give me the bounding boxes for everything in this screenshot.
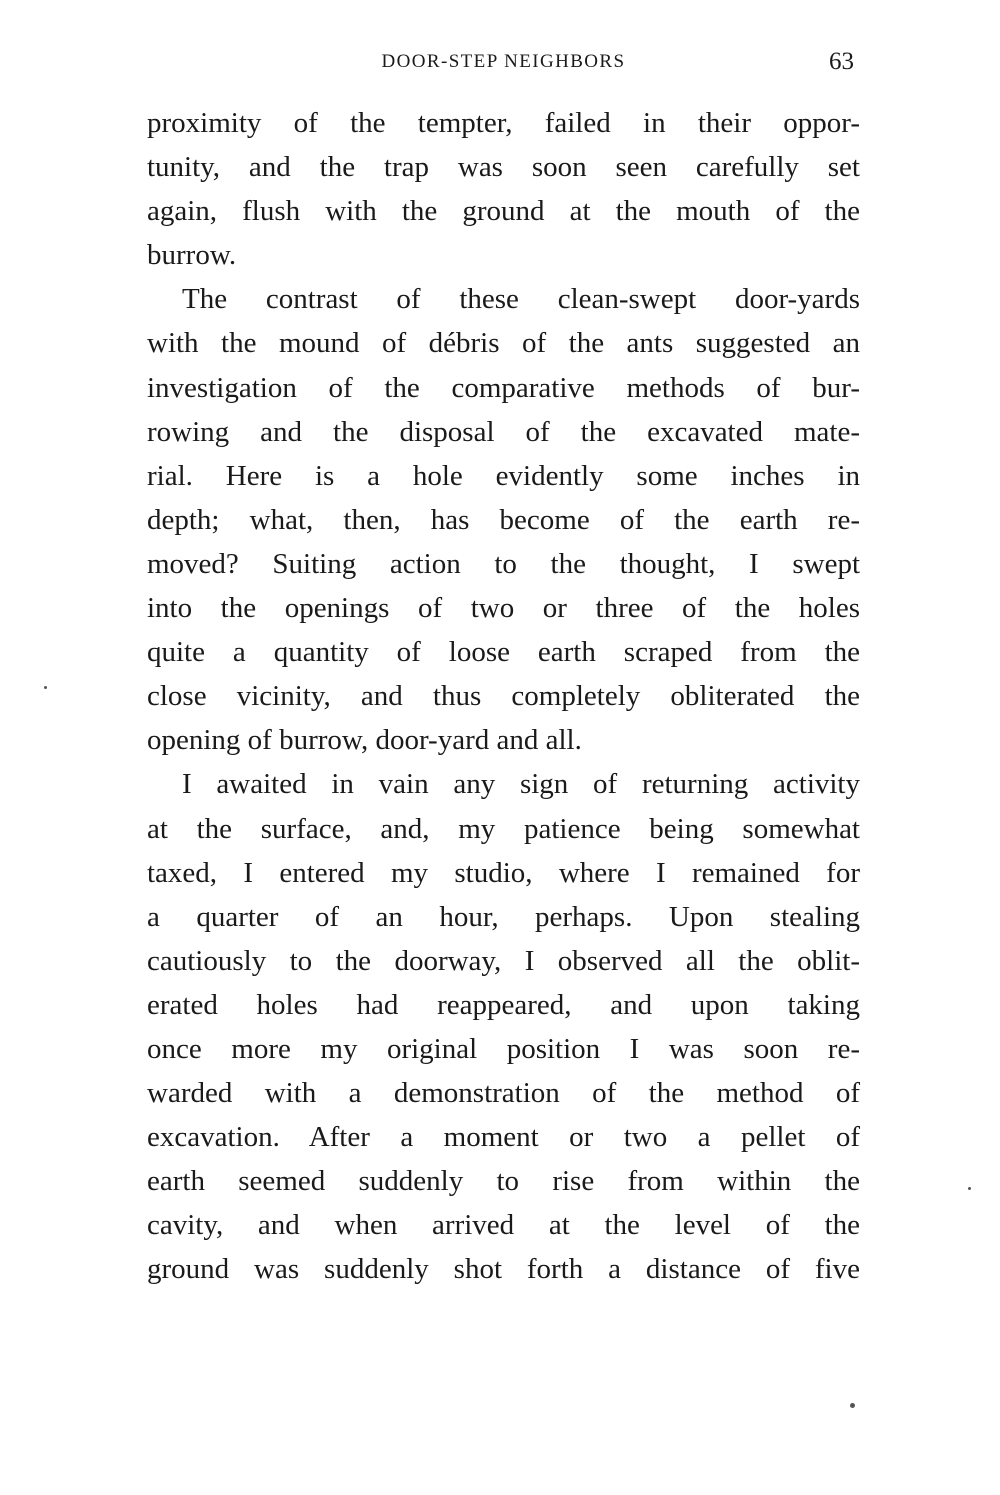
body-text [147, 101, 860, 1292]
text-line: rial. Here is a hole evidently some inches in [147, 459, 860, 492]
print-speck [44, 686, 47, 689]
print-speck [968, 1187, 971, 1190]
paragraph [147, 762, 860, 1291]
paragraph [147, 277, 860, 762]
text-line: rowing and the disposal of the excavated mate- [147, 415, 860, 448]
text-line: once more my original position I was soon re- [147, 1032, 860, 1065]
text-line: moved? Suiting action to the thought, I swept [147, 547, 860, 580]
paragraph [147, 101, 860, 277]
text-line: tunity, and the trap was soon seen carefully set [147, 151, 860, 184]
text-line: excavation. After a moment or two a pellet of [147, 1121, 860, 1154]
text-line: close vicinity, and thus completely obliterated the [147, 680, 860, 713]
text-line: investigation of the comparative methods of bur- [147, 371, 860, 404]
text-line: ground was suddenly shot forth a distance of five [147, 1253, 860, 1286]
text-line: earth seemed suddenly to rise from within the [147, 1165, 860, 1198]
text-line: proximity of the tempter, failed in their oppor- [147, 107, 860, 139]
print-speck [850, 1403, 855, 1408]
text-line: a quarter of an hour, perhaps. Upon stealing [147, 900, 860, 933]
text-line: The contrast of these clean-swept door-yards [182, 283, 860, 316]
text-line: erated holes had reappeared, and upon taking [147, 988, 860, 1021]
text-line: burrow. [147, 239, 237, 272]
text-line: quite a quantity of loose earth scraped from the [147, 636, 860, 669]
text-line: with the mound of débris of the ants suggested an [147, 327, 860, 360]
text-line: into the openings of two or three of the holes [147, 592, 860, 625]
text-line: depth; what, then, has become of the earth re- [147, 503, 860, 536]
page-number: 63 [829, 48, 854, 75]
text-line: again, flush with the ground at the mouth of the [147, 195, 860, 228]
running-title: DOOR-STEP NEIGHBORS [381, 51, 626, 72]
text-line: warded with a demonstration of the method of [147, 1077, 860, 1110]
text-line: cavity, and when arrived at the level of the [147, 1209, 860, 1242]
text-line: I awaited in vain any sign of returning activity [182, 768, 860, 801]
running-head [147, 46, 860, 78]
text-line: taxed, I entered my studio, where I remained for [147, 856, 860, 889]
text-line: at the surface, and, my patience being somewhat [147, 812, 860, 845]
text-line: cautiously to the doorway, I observed all the oblit- [147, 944, 860, 977]
text-line: opening of burrow, door-yard and all. [147, 724, 582, 757]
